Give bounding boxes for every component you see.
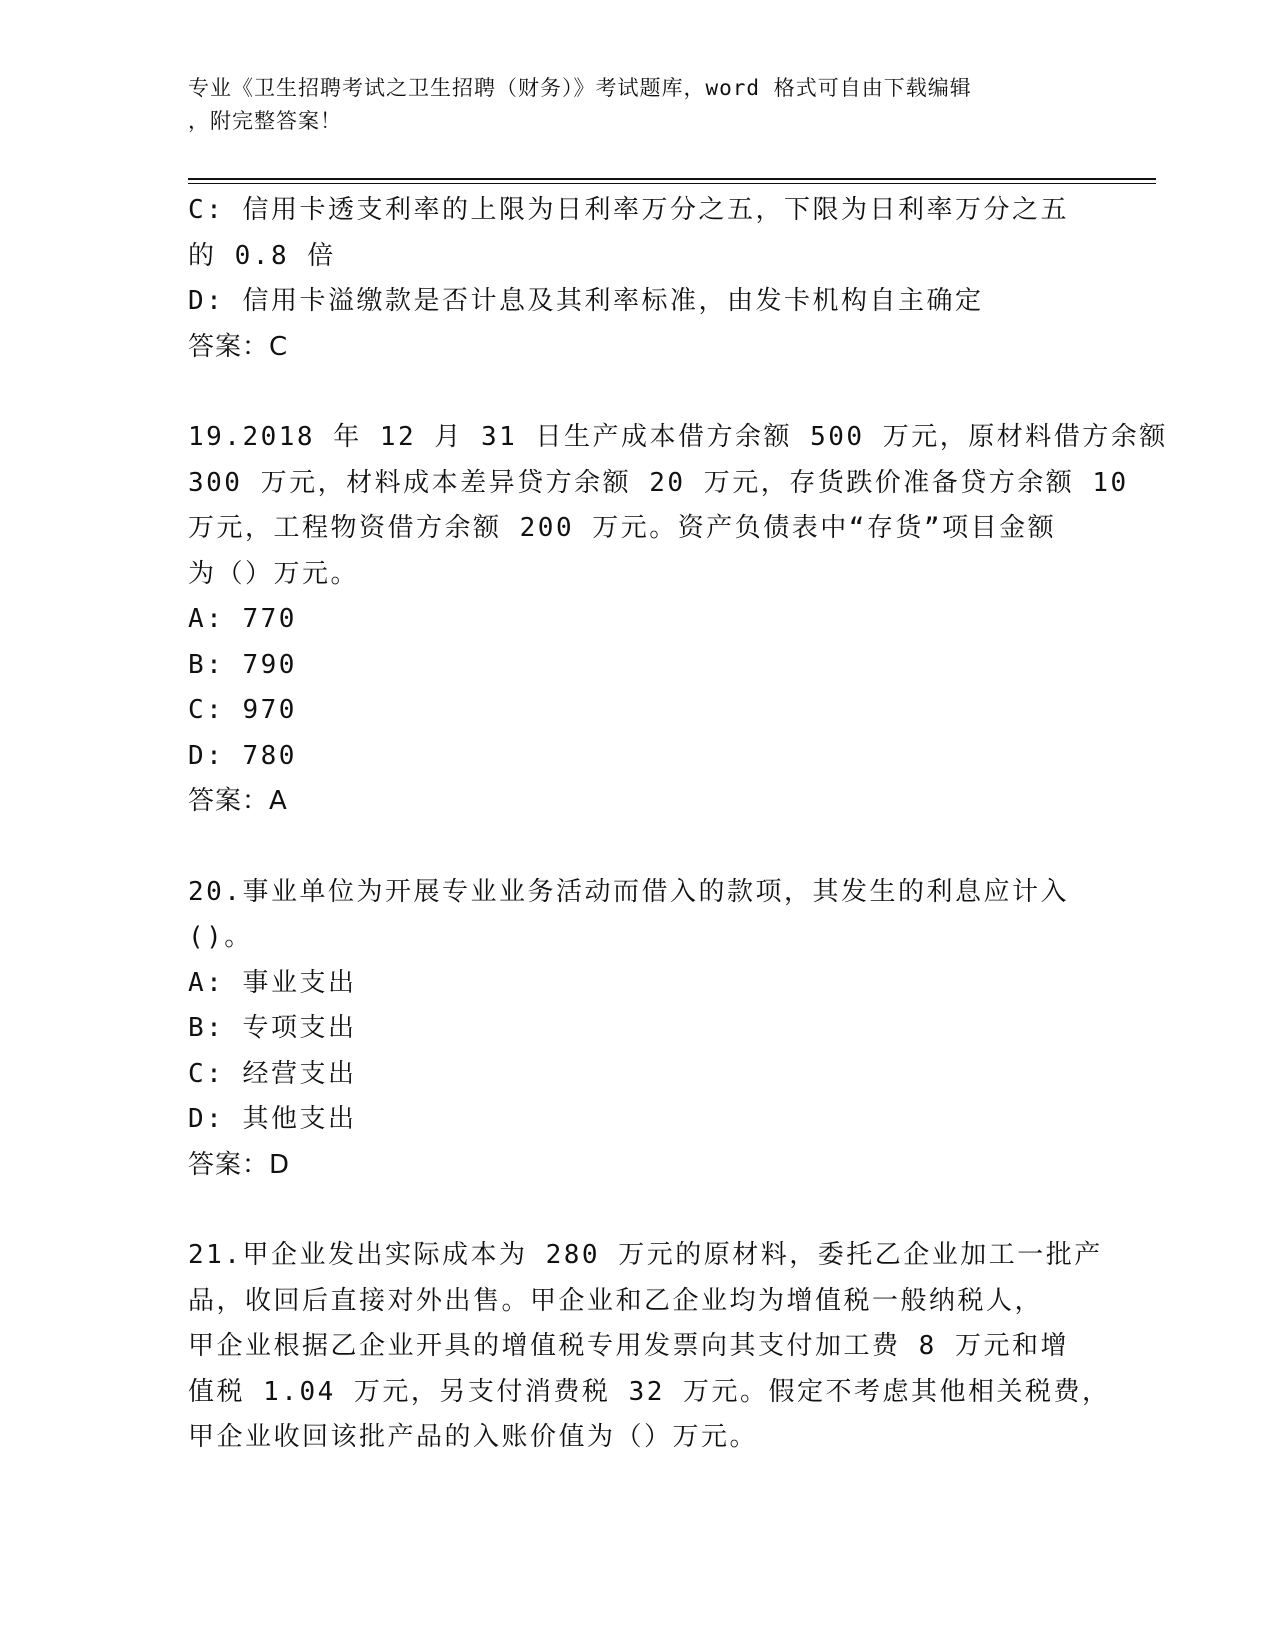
header-divider-thin: [188, 183, 1156, 184]
spacer: [188, 1188, 1088, 1233]
option-b: B: 专项支出: [188, 1013, 357, 1043]
option-c-line-2: 的 0.8 倍: [188, 240, 336, 271]
option-a: A: 770: [188, 604, 297, 634]
option-b: B: 790: [188, 649, 297, 680]
question-stem-line: 20.事业单位为开展专业业务活动而借入的款项，其发生的利息应计入: [188, 876, 1069, 907]
spacer: [188, 370, 1088, 415]
spacer: [188, 825, 1088, 870]
answer-label: 答案：C: [188, 331, 289, 362]
option-a: A: 事业支出: [188, 967, 357, 998]
question-20: [188, 870, 1088, 1189]
document-header: [188, 72, 1088, 138]
option-c-line-1: C: 信用卡透支利率的上限为日利率万分之五，下限为日利率万分之五: [188, 195, 1069, 225]
answer-label: 答案：A: [188, 786, 288, 816]
document-body: [188, 188, 1168, 1461]
question-stem-line: 万元，工程物资借方余额 200 万元。资产负债表中“存货”项目金额: [188, 513, 1057, 543]
question-stem-line: ()。: [188, 922, 253, 952]
question-stem-line: 21.甲企业发出实际成本为 280 万元的原材料，委托乙企业加工一批产: [188, 1240, 1103, 1270]
header-divider-thick: [188, 178, 1156, 180]
question-stem-line: 甲企业收回该批产品的入账价值为（）万元。: [188, 1422, 759, 1452]
question-19: [188, 415, 1168, 825]
question-stem-line: 300 万元，材料成本差异贷方余额 20 万元，存货跌价准备贷方余额 10: [188, 467, 1129, 498]
option-d: D: 780: [188, 740, 297, 771]
option-d: D: 其他支出: [188, 1104, 357, 1134]
question-stem-line: 为（）万元。: [188, 558, 360, 589]
answer-label: 答案：D: [188, 1149, 291, 1180]
question-21: [188, 1233, 1111, 1461]
header-line-2: ，附完整答案！: [188, 109, 342, 133]
question-stem-line: 品，收回后直接对外出售。甲企业和乙企业均为增值税一般纳税人，: [188, 1285, 1044, 1316]
header-line-1: 专业《卫生招聘考试之卫生招聘（财务）》考试题库，word 格式可自由下载编辑: [188, 76, 972, 100]
question-stem-line: 甲企业根据乙企业开具的增值税专用发票向其支付加工费 8 万元和增: [188, 1331, 1069, 1361]
option-c: C: 970: [188, 695, 297, 725]
question-stem-line: 值税 1.04 万元，另支付消费税 32 万元。假定不考虑其他相关税费，: [188, 1376, 1111, 1407]
previous-question-tail: [188, 188, 1088, 370]
question-stem-line: 19.2018 年 12 月 31 日生产成本借方余额 500 万元，原材料借方余额: [188, 422, 1168, 452]
option-c: C: 经营支出: [188, 1058, 357, 1089]
option-d: D: 信用卡溢缴款是否计息及其利率标准，由发卡机构自主确定: [188, 286, 984, 316]
